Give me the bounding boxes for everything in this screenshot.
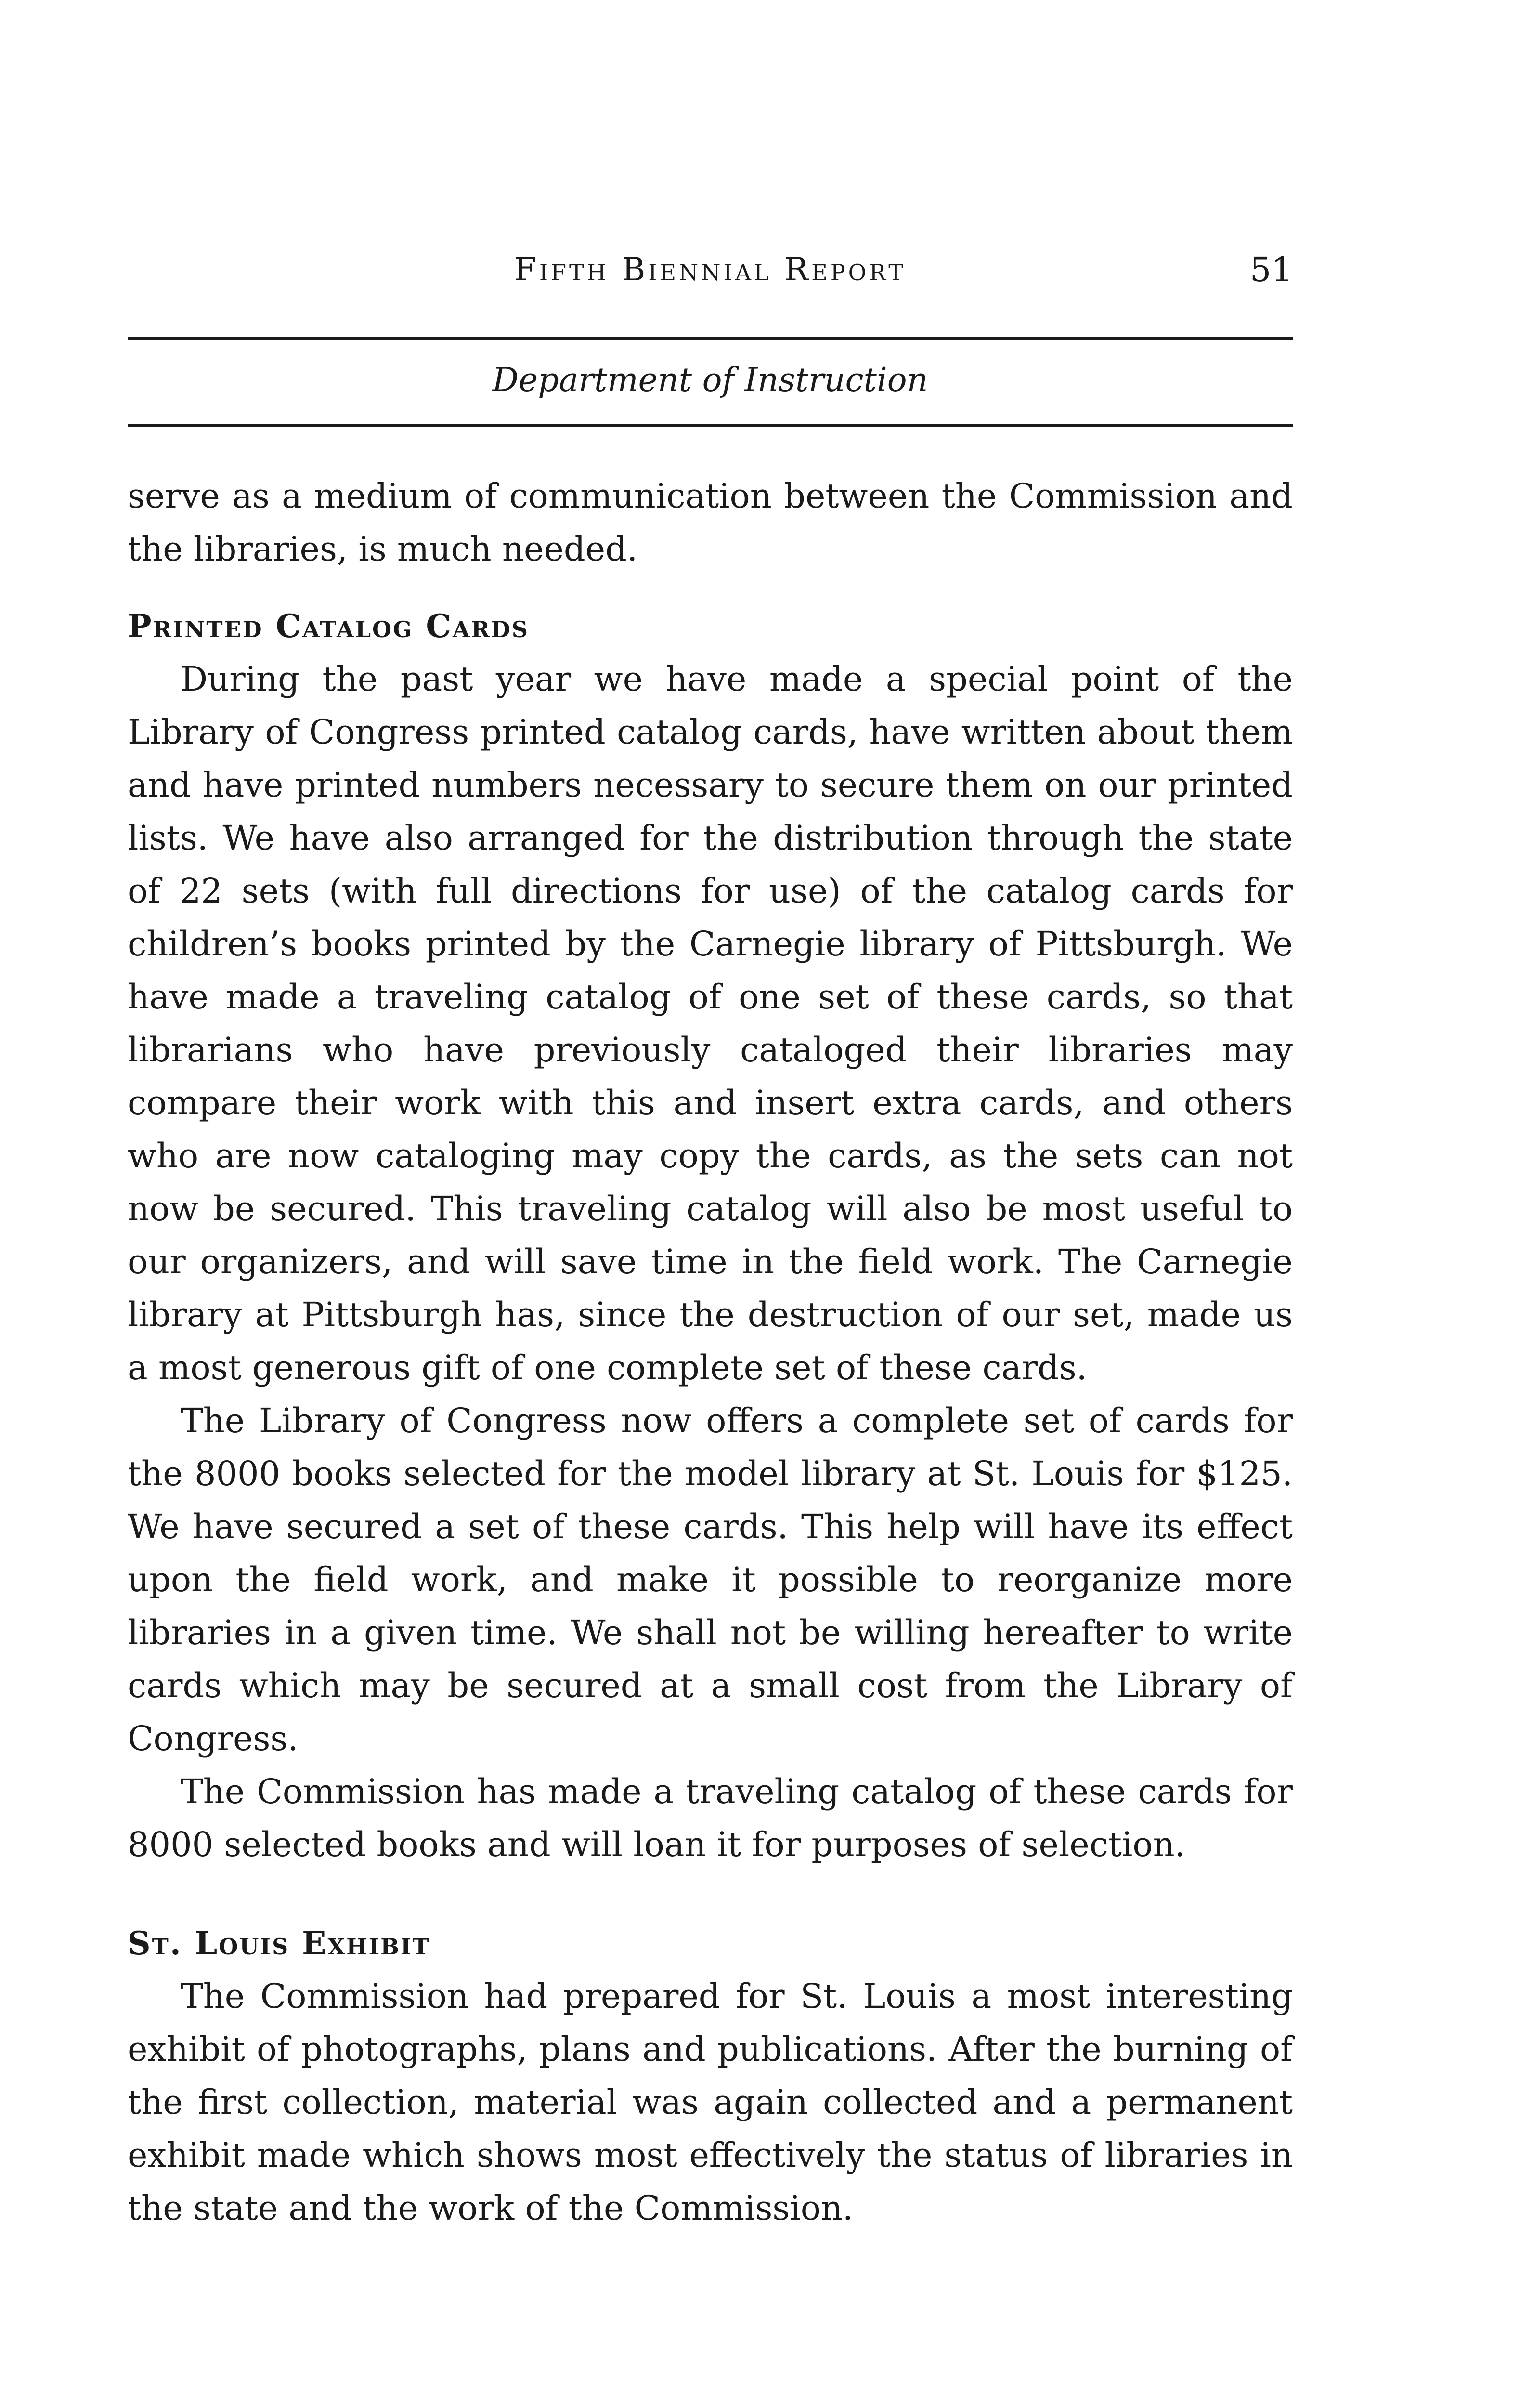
body-text [128,470,1293,2235]
paragraph: The Library of Congress now offers a complete set of cards for the 8000 books selected for the model library at St. Louis for $125. We have secured a set of these cards. This help will have its effect upon the field work, and make it possible to reorganize more libraries in a given time. We shall not be willing hereafter to write cards which may be secured at a small cost from the Library of Congress. [128,1401,1293,1758]
section-heading-printed-catalog-cards: Printed Catalog Cards [128,607,529,645]
header-rule-top [128,337,1293,340]
paragraph: During the past year we have made a special point of the Library of Congress printed catalog cards, have written about them and have printed numbers necessary to secure them on our printed lists. We have also arranged for the distribution through the state of 22 sets (with full directions for use) of the catalog cards for children’s books printed by the Carnegie library of Pittsburgh. We have made a traveling catalog of one set of these cards, so that librarians who have previously cataloged their libraries may compare their work with this and insert extra cards, and others who are now cataloging may copy the cards, as the sets can not now be secured. This traveling catalog will also be most useful to our organizers, and will save time in the field work. The Carnegie library at Pittsburgh has, since the destruction of our set, made us a most generous gift of one complete set of these cards. [128,659,1293,1387]
paragraph: The Commission had prepared for St. Louis a most interesting exhibit of photographs, plans and publications. After the burning of the first collection, material was again collected and a permanent exhibit made which shows most effectively the status of libraries in the state and the work of the Commission. [128,1976,1293,2228]
section-heading-st-louis-exhibit: St. Louis Exhibit [128,1924,430,1962]
page-number: 51 [1249,250,1293,289]
paragraph: The Commission has made a traveling catalog of these cards for 8000 selected books and will loan it for purposes of selection. [128,1772,1293,1864]
running-title: Fifth Biennial Report [514,251,906,288]
department-subtitle: Department of Instruction [492,361,928,399]
header-rule-bottom [128,424,1293,427]
continuation-paragraph: serve as a medium of communication between the Commission and the libraries, is much needed. [128,476,1293,569]
running-head [128,248,1293,291]
